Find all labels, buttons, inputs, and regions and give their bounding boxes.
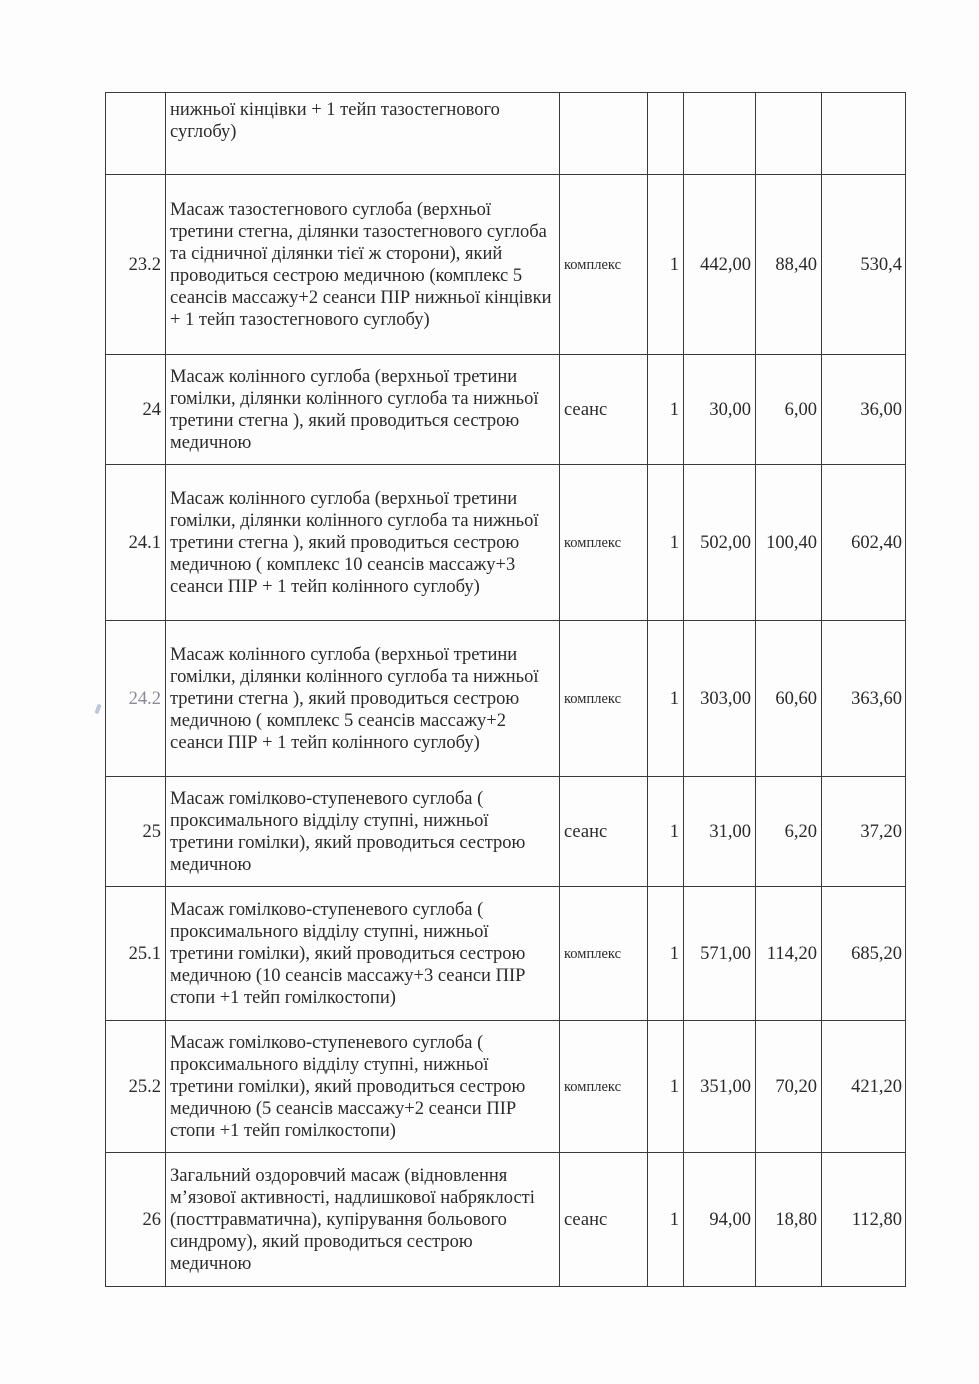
row-vat: 114,20: [756, 887, 822, 1021]
row-description: Масаж гомілково-ступеневого суглоба ( проксимального відділу ступні, нижньої третини гомілки), який проводиться сестрою медичною: [166, 777, 560, 887]
row-number: 26: [106, 1153, 166, 1287]
row-number: [106, 93, 166, 175]
row-unit: сеанс: [560, 355, 648, 465]
row-number: 25: [106, 777, 166, 887]
row-description: Масаж колінного суглоба (верхньої третини гомілки, ділянки колінного суглоба та нижньої третини стегна ), який проводиться сестрою медичною ( комплекс 10 сеансів массажу+3 сеанси ПІР + 1 тейп колінного суглобу): [166, 465, 560, 621]
table-row: [106, 887, 906, 1021]
table-row: [106, 465, 906, 621]
row-vat: 88,40: [756, 175, 822, 355]
row-quantity: 1: [648, 175, 684, 355]
row-quantity: 1: [648, 465, 684, 621]
row-number: 25.2: [106, 1021, 166, 1153]
row-unit: [560, 93, 648, 175]
row-description: нижньої кінцівки + 1 тейп тазостегнового суглобу): [166, 93, 560, 175]
table-row: [106, 93, 906, 175]
row-description: Масаж тазостегнового суглоба (верхньої третини стегна, ділянки тазостегнового суглоба та сідничної ділянки тієї ж сторони), який проводиться сестрою медичною (комплекс 5 сеансів массажу+2 сеанси ПІР нижньої кінцівки + 1 тейп тазостегнового суглобу): [166, 175, 560, 355]
row-price: [684, 93, 756, 175]
row-unit: комплекс: [560, 175, 648, 355]
row-vat: 100,40: [756, 465, 822, 621]
row-number: 24.1: [106, 465, 166, 621]
row-vat: 18,80: [756, 1153, 822, 1287]
row-price: 351,00: [684, 1021, 756, 1153]
row-total: 602,40: [822, 465, 906, 621]
row-total: 363,60: [822, 621, 906, 777]
table-row: [106, 777, 906, 887]
row-quantity: 1: [648, 1153, 684, 1287]
row-total: 112,80: [822, 1153, 906, 1287]
row-vat: 70,20: [756, 1021, 822, 1153]
row-quantity: 1: [648, 355, 684, 465]
table-row: [106, 175, 906, 355]
row-price: 31,00: [684, 777, 756, 887]
row-unit: комплекс: [560, 621, 648, 777]
row-quantity: [648, 93, 684, 175]
row-quantity: 1: [648, 1021, 684, 1153]
row-price: 571,00: [684, 887, 756, 1021]
table-row: [106, 1021, 906, 1153]
row-description: Масаж гомілково-ступеневого суглоба ( проксимального відділу ступні, нижньої третини гомілки), який проводиться сестрою медичною (5 сеансів массажу+2 сеанси ПІР стопи +1 тейп гомілкостопи): [166, 1021, 560, 1153]
row-unit: сеанс: [560, 1153, 648, 1287]
row-total: [822, 93, 906, 175]
row-description: Масаж гомілково-ступеневого суглоба ( проксимального відділу ступні, нижньої третини гомілки), який проводиться сестрою медичною (10 сеансів массажу+3 сеанси ПІР стопи +1 тейп гомілкостопи): [166, 887, 560, 1021]
row-price: 94,00: [684, 1153, 756, 1287]
row-quantity: 1: [648, 621, 684, 777]
row-quantity: 1: [648, 887, 684, 1021]
row-number: 24.2: [106, 621, 166, 777]
row-total: 36,00: [822, 355, 906, 465]
table-row: [106, 355, 906, 465]
row-total: 421,20: [822, 1021, 906, 1153]
row-price: 303,00: [684, 621, 756, 777]
row-price: 442,00: [684, 175, 756, 355]
row-total: 530,4: [822, 175, 906, 355]
row-unit: комплекс: [560, 887, 648, 1021]
row-unit: сеанс: [560, 777, 648, 887]
table-row: [106, 621, 906, 777]
row-vat: 60,60: [756, 621, 822, 777]
table-row: [106, 1153, 906, 1287]
row-quantity: 1: [648, 777, 684, 887]
row-vat: [756, 93, 822, 175]
price-table: [105, 92, 906, 1287]
row-number: 23.2: [106, 175, 166, 355]
row-price: 30,00: [684, 355, 756, 465]
row-vat: 6,00: [756, 355, 822, 465]
row-description: Масаж колінного суглоба (верхньої третини гомілки, ділянки колінного суглоба та нижньої третини стегна ), який проводиться сестрою медичною ( комплекс 5 сеансів массажу+2 сеанси ПІР + 1 тейп колінного суглобу): [166, 621, 560, 777]
row-total: 685,20: [822, 887, 906, 1021]
scan-mark: [94, 704, 101, 715]
row-vat: 6,20: [756, 777, 822, 887]
row-unit: комплекс: [560, 1021, 648, 1153]
row-number: 25.1: [106, 887, 166, 1021]
row-unit: комплекс: [560, 465, 648, 621]
row-number: 24: [106, 355, 166, 465]
row-description: Загальний оздоровчий масаж (відновлення м’язової активності, надлишкової набряклості (посттравматична), купірування больового синдрому), який проводиться сестрою медичною: [166, 1153, 560, 1287]
row-description: Масаж колінного суглоба (верхньої третини гомілки, ділянки колінного суглоба та нижньої третини стегна ), який проводиться сестрою медичною: [166, 355, 560, 465]
row-total: 37,20: [822, 777, 906, 887]
row-price: 502,00: [684, 465, 756, 621]
